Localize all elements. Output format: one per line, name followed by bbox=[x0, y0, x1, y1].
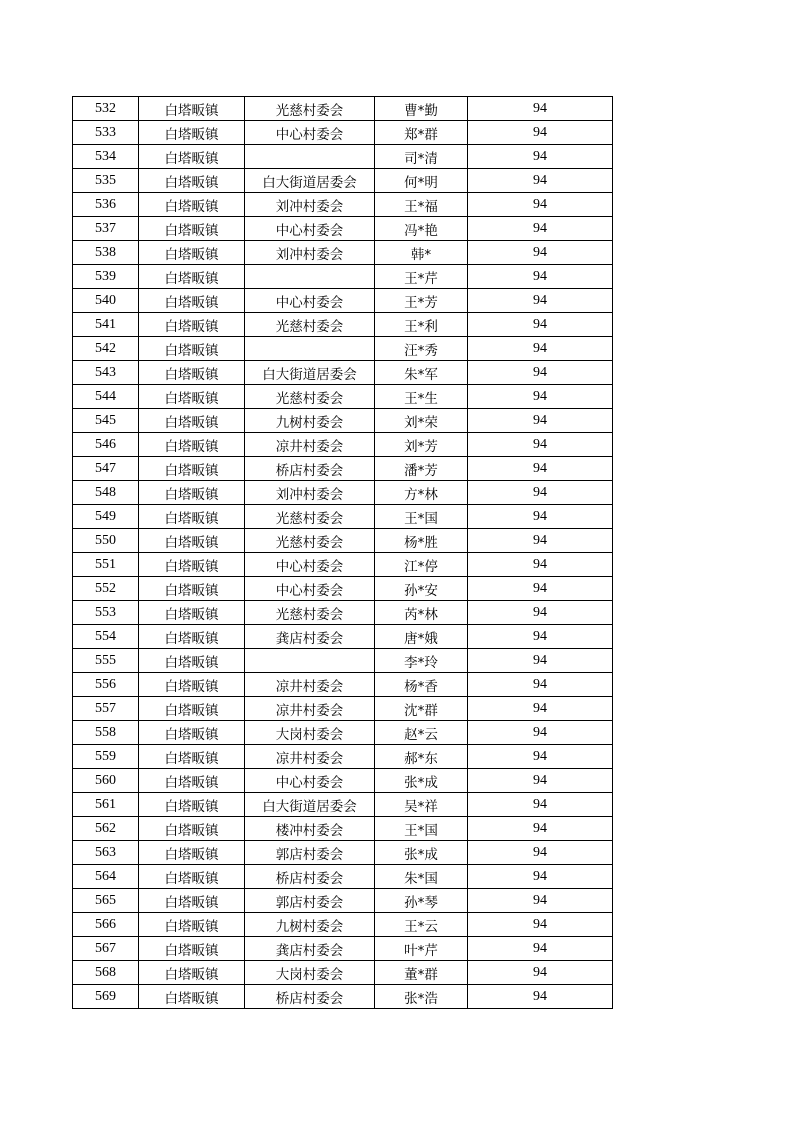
table-row bbox=[73, 313, 613, 337]
value-cell: 94 bbox=[468, 937, 613, 961]
name-cell: 江*停 bbox=[375, 553, 468, 577]
name-cell: 董*群 bbox=[375, 961, 468, 985]
town-cell: 白塔畈镇 bbox=[139, 361, 245, 385]
row-number-cell: 551 bbox=[73, 553, 139, 577]
value-cell: 94 bbox=[468, 697, 613, 721]
village-cell: 凉井村委会 bbox=[245, 745, 375, 769]
table-row bbox=[73, 817, 613, 841]
data-table bbox=[72, 96, 613, 1009]
row-number-cell: 542 bbox=[73, 337, 139, 361]
town-cell: 白塔畈镇 bbox=[139, 625, 245, 649]
village-cell: 中心村委会 bbox=[245, 289, 375, 313]
village-cell: 中心村委会 bbox=[245, 577, 375, 601]
town-cell: 白塔畈镇 bbox=[139, 841, 245, 865]
town-cell: 白塔畈镇 bbox=[139, 169, 245, 193]
value-cell: 94 bbox=[468, 121, 613, 145]
table-row bbox=[73, 913, 613, 937]
name-cell: 张*浩 bbox=[375, 985, 468, 1009]
town-cell: 白塔畈镇 bbox=[139, 889, 245, 913]
town-cell: 白塔畈镇 bbox=[139, 505, 245, 529]
name-cell: 王*云 bbox=[375, 913, 468, 937]
town-cell: 白塔畈镇 bbox=[139, 865, 245, 889]
village-cell: 桥店村委会 bbox=[245, 985, 375, 1009]
village-cell: 光慈村委会 bbox=[245, 529, 375, 553]
value-cell: 94 bbox=[468, 313, 613, 337]
town-cell: 白塔畈镇 bbox=[139, 337, 245, 361]
table-row bbox=[73, 265, 613, 289]
value-cell: 94 bbox=[468, 169, 613, 193]
value-cell: 94 bbox=[468, 361, 613, 385]
village-cell: 光慈村委会 bbox=[245, 385, 375, 409]
name-cell: 冯*艳 bbox=[375, 217, 468, 241]
village-cell bbox=[245, 649, 375, 673]
town-cell: 白塔畈镇 bbox=[139, 577, 245, 601]
village-cell: 郭店村委会 bbox=[245, 841, 375, 865]
value-cell: 94 bbox=[468, 385, 613, 409]
name-cell: 唐*娥 bbox=[375, 625, 468, 649]
table-row bbox=[73, 241, 613, 265]
row-number-cell: 559 bbox=[73, 745, 139, 769]
table-row bbox=[73, 121, 613, 145]
town-cell: 白塔畈镇 bbox=[139, 121, 245, 145]
row-number-cell: 555 bbox=[73, 649, 139, 673]
town-cell: 白塔畈镇 bbox=[139, 937, 245, 961]
town-cell: 白塔畈镇 bbox=[139, 745, 245, 769]
table-row bbox=[73, 169, 613, 193]
table-row bbox=[73, 745, 613, 769]
table-row bbox=[73, 985, 613, 1009]
village-cell: 中心村委会 bbox=[245, 121, 375, 145]
row-number-cell: 541 bbox=[73, 313, 139, 337]
name-cell: 吴*祥 bbox=[375, 793, 468, 817]
name-cell: 司*清 bbox=[375, 145, 468, 169]
name-cell: 郝*东 bbox=[375, 745, 468, 769]
row-number-cell: 548 bbox=[73, 481, 139, 505]
value-cell: 94 bbox=[468, 985, 613, 1009]
table-row bbox=[73, 721, 613, 745]
value-cell: 94 bbox=[468, 145, 613, 169]
table-row bbox=[73, 361, 613, 385]
value-cell: 94 bbox=[468, 817, 613, 841]
town-cell: 白塔畈镇 bbox=[139, 769, 245, 793]
village-cell: 白大街道居委会 bbox=[245, 793, 375, 817]
village-cell: 刘冲村委会 bbox=[245, 241, 375, 265]
row-number-cell: 550 bbox=[73, 529, 139, 553]
table-row bbox=[73, 601, 613, 625]
table-row bbox=[73, 457, 613, 481]
value-cell: 94 bbox=[468, 721, 613, 745]
town-cell: 白塔畈镇 bbox=[139, 601, 245, 625]
table-row bbox=[73, 625, 613, 649]
row-number-cell: 565 bbox=[73, 889, 139, 913]
name-cell: 刘*荣 bbox=[375, 409, 468, 433]
town-cell: 白塔畈镇 bbox=[139, 961, 245, 985]
value-cell: 94 bbox=[468, 625, 613, 649]
name-cell: 孙*琴 bbox=[375, 889, 468, 913]
village-cell: 刘冲村委会 bbox=[245, 481, 375, 505]
value-cell: 94 bbox=[468, 97, 613, 121]
name-cell: 张*成 bbox=[375, 841, 468, 865]
name-cell: 杨*胜 bbox=[375, 529, 468, 553]
town-cell: 白塔畈镇 bbox=[139, 481, 245, 505]
village-cell bbox=[245, 337, 375, 361]
name-cell: 叶*芹 bbox=[375, 937, 468, 961]
row-number-cell: 552 bbox=[73, 577, 139, 601]
row-number-cell: 566 bbox=[73, 913, 139, 937]
name-cell: 王*利 bbox=[375, 313, 468, 337]
village-cell: 桥店村委会 bbox=[245, 457, 375, 481]
town-cell: 白塔畈镇 bbox=[139, 193, 245, 217]
name-cell: 朱*军 bbox=[375, 361, 468, 385]
value-cell: 94 bbox=[468, 577, 613, 601]
name-cell: 何*明 bbox=[375, 169, 468, 193]
table-row bbox=[73, 409, 613, 433]
village-cell: 大岗村委会 bbox=[245, 961, 375, 985]
town-cell: 白塔畈镇 bbox=[139, 313, 245, 337]
row-number-cell: 540 bbox=[73, 289, 139, 313]
village-cell: 光慈村委会 bbox=[245, 601, 375, 625]
row-number-cell: 537 bbox=[73, 217, 139, 241]
table-row bbox=[73, 697, 613, 721]
table-row bbox=[73, 481, 613, 505]
table-row bbox=[73, 889, 613, 913]
row-number-cell: 539 bbox=[73, 265, 139, 289]
row-number-cell: 546 bbox=[73, 433, 139, 457]
value-cell: 94 bbox=[468, 265, 613, 289]
row-number-cell: 549 bbox=[73, 505, 139, 529]
name-cell: 芮*林 bbox=[375, 601, 468, 625]
table-row bbox=[73, 865, 613, 889]
name-cell: 王*芳 bbox=[375, 289, 468, 313]
name-cell: 王*福 bbox=[375, 193, 468, 217]
village-cell: 中心村委会 bbox=[245, 769, 375, 793]
village-cell: 中心村委会 bbox=[245, 217, 375, 241]
value-cell: 94 bbox=[468, 745, 613, 769]
name-cell: 刘*芳 bbox=[375, 433, 468, 457]
town-cell: 白塔畈镇 bbox=[139, 529, 245, 553]
table-row bbox=[73, 769, 613, 793]
table-row bbox=[73, 337, 613, 361]
row-number-cell: 560 bbox=[73, 769, 139, 793]
name-cell: 王*国 bbox=[375, 505, 468, 529]
row-number-cell: 535 bbox=[73, 169, 139, 193]
row-number-cell: 544 bbox=[73, 385, 139, 409]
table-row bbox=[73, 217, 613, 241]
town-cell: 白塔畈镇 bbox=[139, 721, 245, 745]
value-cell: 94 bbox=[468, 193, 613, 217]
name-cell: 沈*群 bbox=[375, 697, 468, 721]
row-number-cell: 534 bbox=[73, 145, 139, 169]
value-cell: 94 bbox=[468, 673, 613, 697]
name-cell: 杨*香 bbox=[375, 673, 468, 697]
name-cell: 潘*芳 bbox=[375, 457, 468, 481]
row-number-cell: 543 bbox=[73, 361, 139, 385]
row-number-cell: 557 bbox=[73, 697, 139, 721]
value-cell: 94 bbox=[468, 841, 613, 865]
table-row bbox=[73, 505, 613, 529]
table-row bbox=[73, 841, 613, 865]
village-cell: 大岗村委会 bbox=[245, 721, 375, 745]
table-row bbox=[73, 433, 613, 457]
town-cell: 白塔畈镇 bbox=[139, 793, 245, 817]
town-cell: 白塔畈镇 bbox=[139, 457, 245, 481]
village-cell: 光慈村委会 bbox=[245, 313, 375, 337]
value-cell: 94 bbox=[468, 649, 613, 673]
village-cell: 中心村委会 bbox=[245, 553, 375, 577]
table-row bbox=[73, 673, 613, 697]
name-cell: 曹*勤 bbox=[375, 97, 468, 121]
name-cell: 王*生 bbox=[375, 385, 468, 409]
table-row bbox=[73, 289, 613, 313]
value-cell: 94 bbox=[468, 457, 613, 481]
village-cell: 郭店村委会 bbox=[245, 889, 375, 913]
village-cell bbox=[245, 145, 375, 169]
village-cell: 白大街道居委会 bbox=[245, 169, 375, 193]
row-number-cell: 564 bbox=[73, 865, 139, 889]
town-cell: 白塔畈镇 bbox=[139, 145, 245, 169]
village-cell: 凉井村委会 bbox=[245, 697, 375, 721]
town-cell: 白塔畈镇 bbox=[139, 673, 245, 697]
row-number-cell: 547 bbox=[73, 457, 139, 481]
town-cell: 白塔畈镇 bbox=[139, 97, 245, 121]
town-cell: 白塔畈镇 bbox=[139, 697, 245, 721]
value-cell: 94 bbox=[468, 793, 613, 817]
value-cell: 94 bbox=[468, 913, 613, 937]
row-number-cell: 556 bbox=[73, 673, 139, 697]
town-cell: 白塔畈镇 bbox=[139, 241, 245, 265]
value-cell: 94 bbox=[468, 409, 613, 433]
row-number-cell: 562 bbox=[73, 817, 139, 841]
value-cell: 94 bbox=[468, 769, 613, 793]
village-cell: 九树村委会 bbox=[245, 913, 375, 937]
table-row bbox=[73, 529, 613, 553]
name-cell: 汪*秀 bbox=[375, 337, 468, 361]
row-number-cell: 553 bbox=[73, 601, 139, 625]
town-cell: 白塔畈镇 bbox=[139, 649, 245, 673]
value-cell: 94 bbox=[468, 433, 613, 457]
village-cell: 九树村委会 bbox=[245, 409, 375, 433]
value-cell: 94 bbox=[468, 337, 613, 361]
village-cell: 桥店村委会 bbox=[245, 865, 375, 889]
row-number-cell: 545 bbox=[73, 409, 139, 433]
row-number-cell: 561 bbox=[73, 793, 139, 817]
name-cell: 张*成 bbox=[375, 769, 468, 793]
table-row bbox=[73, 793, 613, 817]
table-row bbox=[73, 145, 613, 169]
village-cell: 龚店村委会 bbox=[245, 625, 375, 649]
table-row bbox=[73, 97, 613, 121]
row-number-cell: 558 bbox=[73, 721, 139, 745]
village-cell: 光慈村委会 bbox=[245, 505, 375, 529]
table-row bbox=[73, 649, 613, 673]
row-number-cell: 567 bbox=[73, 937, 139, 961]
value-cell: 94 bbox=[468, 241, 613, 265]
name-cell: 孙*安 bbox=[375, 577, 468, 601]
town-cell: 白塔畈镇 bbox=[139, 385, 245, 409]
table-row bbox=[73, 937, 613, 961]
table-row bbox=[73, 193, 613, 217]
row-number-cell: 569 bbox=[73, 985, 139, 1009]
name-cell: 郑*群 bbox=[375, 121, 468, 145]
name-cell: 李*玲 bbox=[375, 649, 468, 673]
value-cell: 94 bbox=[468, 601, 613, 625]
row-number-cell: 532 bbox=[73, 97, 139, 121]
value-cell: 94 bbox=[468, 217, 613, 241]
town-cell: 白塔畈镇 bbox=[139, 985, 245, 1009]
row-number-cell: 554 bbox=[73, 625, 139, 649]
value-cell: 94 bbox=[468, 505, 613, 529]
village-cell: 楼冲村委会 bbox=[245, 817, 375, 841]
village-cell: 白大街道居委会 bbox=[245, 361, 375, 385]
value-cell: 94 bbox=[468, 961, 613, 985]
value-cell: 94 bbox=[468, 481, 613, 505]
table-row bbox=[73, 385, 613, 409]
name-cell: 王*芹 bbox=[375, 265, 468, 289]
row-number-cell: 538 bbox=[73, 241, 139, 265]
village-cell: 龚店村委会 bbox=[245, 937, 375, 961]
row-number-cell: 533 bbox=[73, 121, 139, 145]
table-body bbox=[73, 97, 613, 1009]
village-cell: 凉井村委会 bbox=[245, 433, 375, 457]
row-number-cell: 536 bbox=[73, 193, 139, 217]
village-cell bbox=[245, 265, 375, 289]
row-number-cell: 563 bbox=[73, 841, 139, 865]
row-number-cell: 568 bbox=[73, 961, 139, 985]
town-cell: 白塔畈镇 bbox=[139, 265, 245, 289]
table-row bbox=[73, 553, 613, 577]
town-cell: 白塔畈镇 bbox=[139, 553, 245, 577]
table-row bbox=[73, 577, 613, 601]
village-cell: 凉井村委会 bbox=[245, 673, 375, 697]
village-cell: 光慈村委会 bbox=[245, 97, 375, 121]
value-cell: 94 bbox=[468, 553, 613, 577]
town-cell: 白塔畈镇 bbox=[139, 913, 245, 937]
table-row bbox=[73, 961, 613, 985]
name-cell: 朱*国 bbox=[375, 865, 468, 889]
name-cell: 韩* bbox=[375, 241, 468, 265]
town-cell: 白塔畈镇 bbox=[139, 433, 245, 457]
value-cell: 94 bbox=[468, 865, 613, 889]
name-cell: 王*国 bbox=[375, 817, 468, 841]
village-cell: 刘冲村委会 bbox=[245, 193, 375, 217]
value-cell: 94 bbox=[468, 889, 613, 913]
name-cell: 赵*云 bbox=[375, 721, 468, 745]
name-cell: 方*林 bbox=[375, 481, 468, 505]
town-cell: 白塔畈镇 bbox=[139, 817, 245, 841]
town-cell: 白塔畈镇 bbox=[139, 409, 245, 433]
town-cell: 白塔畈镇 bbox=[139, 217, 245, 241]
town-cell: 白塔畈镇 bbox=[139, 289, 245, 313]
value-cell: 94 bbox=[468, 529, 613, 553]
value-cell: 94 bbox=[468, 289, 613, 313]
